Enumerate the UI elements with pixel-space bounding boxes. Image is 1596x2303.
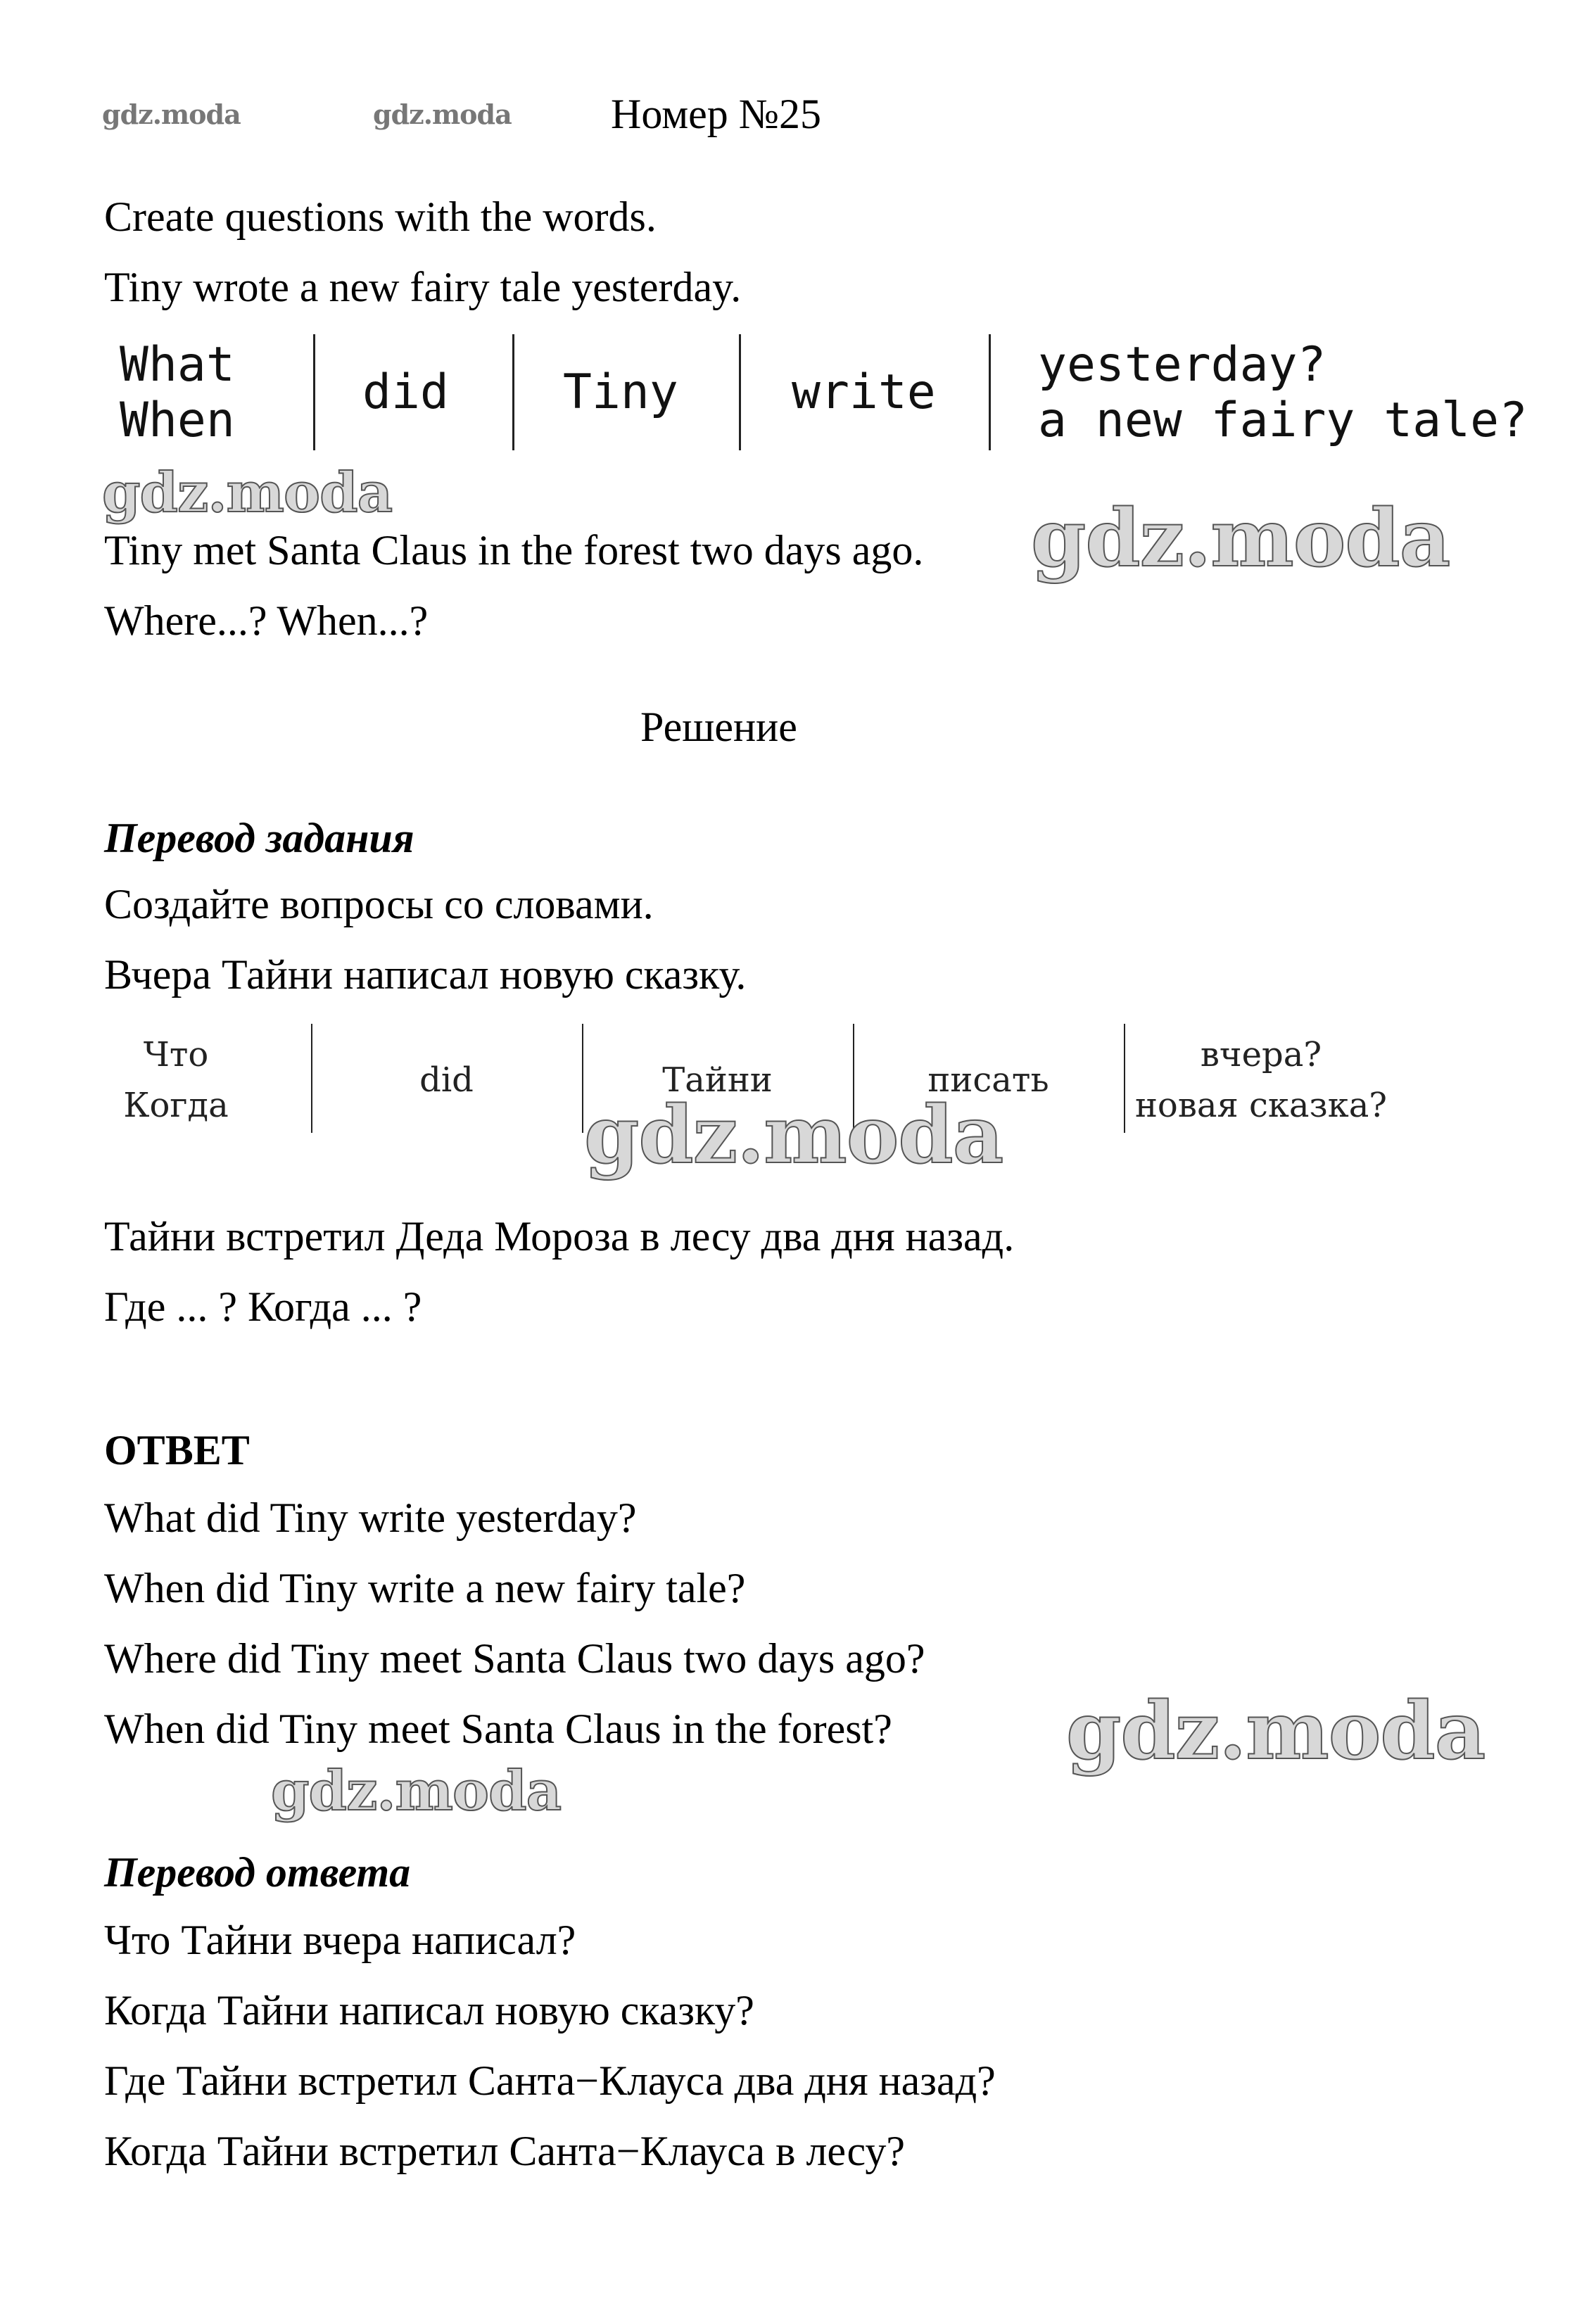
task-sentence-1: Tiny wrote a new fairy tale yesterday.	[104, 264, 742, 310]
table-divider	[512, 334, 514, 450]
answer-heading: ОТВЕТ	[104, 1427, 250, 1473]
watermark: gdz.moda	[271, 1759, 562, 1823]
table-ru-tiny: Тайни	[662, 1060, 773, 1100]
table-en-col-question-words	[120, 331, 303, 454]
watermark: gdz.moda	[1031, 493, 1450, 585]
task-prompts: Where...? When...?	[104, 597, 429, 644]
table-ru-fairy-tale: новая сказка?	[1134, 1086, 1388, 1125]
translation-task-instruction: Создайте вопросы со словами.	[104, 881, 654, 927]
watermark: gdz.moda	[584, 1089, 1003, 1181]
watermark: gdz.moda	[1066, 1685, 1486, 1777]
task-sentence-2: Tiny met Santa Claus in the forest two days ago.	[104, 527, 924, 573]
table-ru-col-objects	[1124, 1024, 1398, 1136]
answer-translation-line-1: Что Тайни вчера написал?	[104, 1917, 576, 1963]
watermark-small-1: gdz.moda	[102, 99, 241, 130]
translation-task-sentence-1: Вчера Тайни написал новую сказку.	[104, 951, 747, 998]
table-ru-col-did	[311, 1024, 582, 1136]
table-en-write: write	[792, 364, 936, 420]
answer-translation-line-4: Когда Тайни встретил Санта−Клауса в лесу?	[104, 2128, 905, 2174]
answer-translation-line-3: Где Тайни встретил Санта−Клауса два дня назад?	[104, 2057, 996, 2104]
table-en-col-did	[362, 331, 503, 454]
translation-task-sentence-2: Тайни встретил Деда Мороза в лесу два дня назад.	[104, 1213, 1015, 1260]
table-en-tiny: Tiny	[563, 364, 678, 420]
table-en-col-tiny	[563, 331, 718, 454]
table-en-fairy-tale: a new fairy tale?	[1038, 392, 1528, 448]
answer-line-1: What did Tiny write yesterday?	[104, 1495, 637, 1541]
table-divider	[989, 334, 991, 450]
translation-task-heading: Перевод задания	[104, 815, 414, 861]
table-divider	[739, 334, 741, 450]
answer-line-4: When did Tiny meet Santa Claus in the forest?	[104, 1706, 892, 1752]
table-en-yesterday: yesterday?	[1038, 336, 1326, 393]
table-ru-yesterday: вчера?	[1200, 1035, 1322, 1074]
table-divider	[313, 334, 315, 450]
table-ru-when: Когда	[123, 1086, 229, 1125]
answer-translation-heading: Перевод ответа	[104, 1849, 411, 1896]
answer-line-2: When did Tiny write a new fairy tale?	[104, 1565, 746, 1611]
watermark: gdz.moda	[102, 461, 393, 525]
table-en-when: When	[120, 392, 235, 448]
table-ru-write: писать	[927, 1060, 1049, 1100]
solution-label: Решение	[640, 704, 797, 750]
table-en-what: What	[120, 336, 235, 393]
table-en-col-objects	[1038, 331, 1531, 454]
table-ru-what: Что	[143, 1035, 209, 1074]
page-title: Номер №25	[611, 91, 822, 137]
answer-line-3: Where did Tiny meet Santa Claus two days ago?	[104, 1635, 925, 1682]
task-instruction: Create questions with the words.	[104, 193, 657, 240]
answer-translation-line-2: Когда Тайни написал новую сказку?	[104, 1987, 754, 2034]
watermark-small-2: gdz.moda	[373, 99, 512, 130]
table-en-col-write	[792, 331, 975, 454]
table-en-did: did	[362, 364, 449, 420]
table-ru-col-question-words	[106, 1024, 246, 1136]
translation-task-prompts: Где ... ? Когда ... ?	[104, 1283, 422, 1330]
table-ru-did: did	[419, 1060, 474, 1100]
